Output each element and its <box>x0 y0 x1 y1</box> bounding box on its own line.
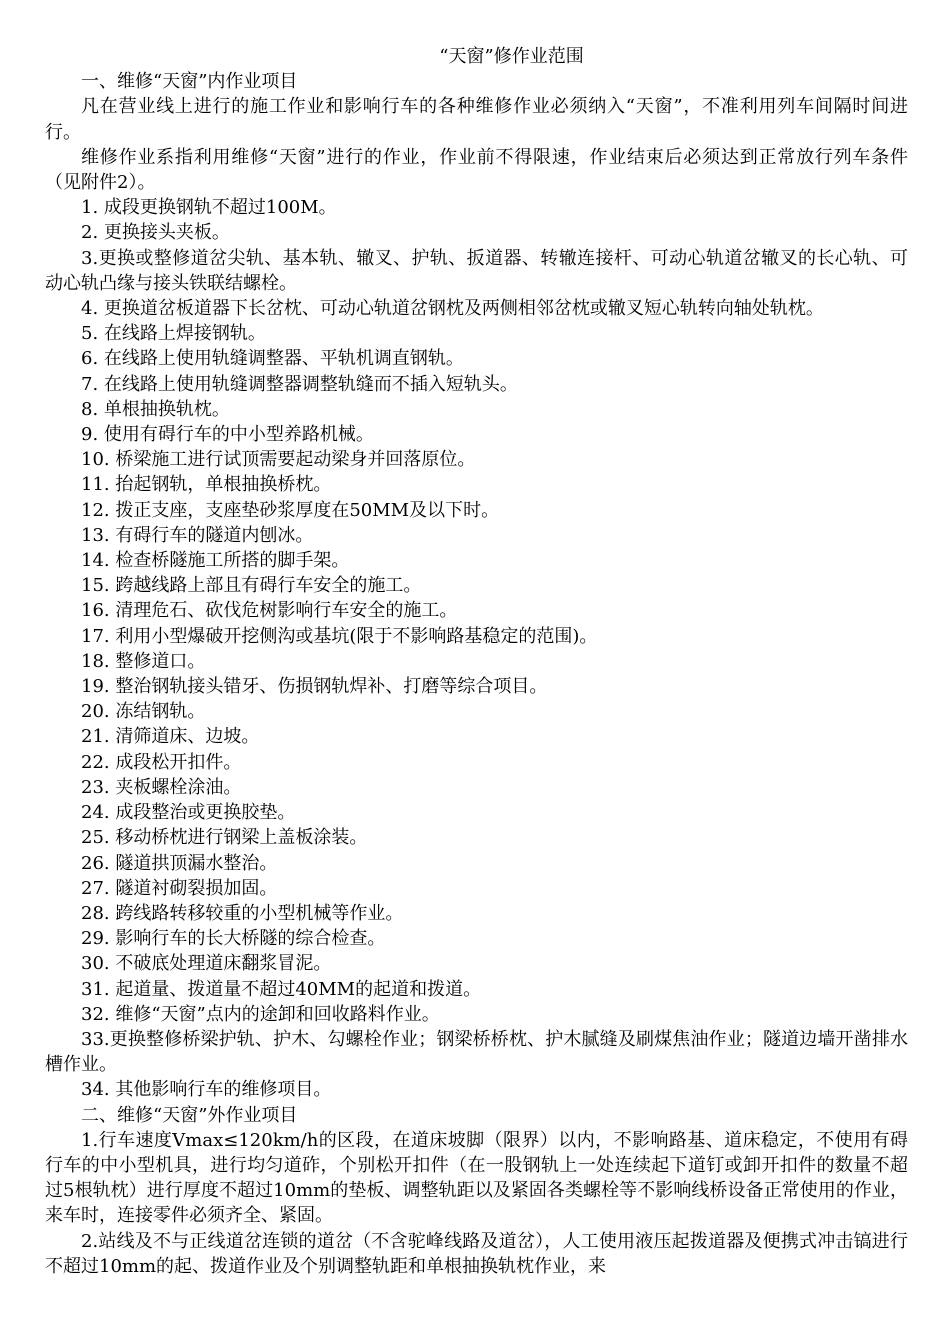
list-item: 22. 成段松开扣件。 <box>81 751 242 773</box>
list-item: 15. 跨越线路上部且有碍行车安全的施工。 <box>81 575 422 597</box>
intro-paragraph-1: 凡在营业线上进行的施工作业和影响行车的各种维修作业必须纳入“天窗”，不准利用列车间隔时间进行。 <box>45 96 908 143</box>
list-item: 18. 整修道口。 <box>81 650 206 672</box>
list-item: 27. 隧道衬砌裂损加固。 <box>81 877 278 899</box>
list-item: 4. 更换道岔板道器下长岔枕、可动心轨道岔钢枕及两侧相邻岔枕或辙叉短心轨转向轴处轨枕。 <box>81 298 824 320</box>
inside-window-item-list <box>45 195 908 1102</box>
list-item: 8. 单根抽换轨枕。 <box>81 398 230 420</box>
list-item: 2. 更换接头夹板。 <box>81 222 230 244</box>
list-item: 10. 桥梁施工进行试顶需要起动梁身并回落原位。 <box>81 449 476 471</box>
list-item: 12. 拨正支座，支座垫砂浆厚度在50MM及以下时。 <box>81 499 500 521</box>
section-heading-1: 一、维修“天窗”内作业项目 <box>81 71 298 93</box>
list-item: 14. 检查桥隧施工所搭的脚手架。 <box>81 550 350 572</box>
list-item: 26. 隧道拱顶漏水整治。 <box>81 852 278 874</box>
list-item: 16. 清理危石、砍伐危树影响行车安全的施工。 <box>81 600 458 622</box>
intro-paragraph-2: 维修作业系指利用维修“天窗”进行的作业，作业前不得限速，作业结束后必须达到正常放行列车条件（见附件2）。 <box>45 146 908 194</box>
list-item: 31. 起道量、拨道量不超过40MM的起道和拨道。 <box>81 978 482 1000</box>
list-item: 17. 利用小型爆破开挖侧沟或基坑(限于不影响路基稳定的范围)。 <box>81 625 598 647</box>
list-item: 20. 冻结钢轨。 <box>81 701 206 723</box>
outside-window-item-list <box>45 1128 908 1279</box>
list-item: 30. 不破底处理道床翻浆冒泥。 <box>81 953 332 975</box>
list-item: 21. 清筛道床、边坡。 <box>81 726 260 748</box>
document-title: “天窗”修作业范围 <box>439 46 584 67</box>
list-item: 29. 影响行车的长大桥隧的综合检查。 <box>81 928 386 950</box>
list-item: 1. 成段更换钢轨不超过100M。 <box>81 197 337 219</box>
list-item: 11. 抬起钢轨，单根抽换桥枕。 <box>81 474 332 496</box>
list-item: 1.行车速度Vmax≤120km/h的区段，在道床坡脚（限界）以内，不影响路基、道床稳定，不使用有碍行车的中小型机具，进行均匀道砟，个别松开扣件（在一股钢轨上一处连续起下道钉或卸开扣件的数量不超过5根轨枕）进行厚度不超过10mm的垫板、调整轨距以及紧固各类螺栓等不影响线桥设备正常使用的作业，来车时，连接零件必须齐全、紧固。 <box>45 1129 908 1227</box>
list-item: 13. 有碍行车的隧道内刨冰。 <box>81 524 314 546</box>
list-item: 24. 成段整治或更换胶垫。 <box>81 802 296 824</box>
list-item: 32. 维修“天窗”点内的途卸和回收路料作业。 <box>81 1003 440 1025</box>
list-item: 28. 跨线路转移较重的小型机械等作业。 <box>81 902 404 924</box>
list-item: 5. 在线路上焊接钢轨。 <box>81 323 266 345</box>
list-item: 33.更换整修桥梁护轨、护木、勾螺栓作业；钢梁桥桥枕、护木腻缝及刷煤焦油作业；隧道边墙开凿排水槽作业。 <box>45 1028 908 1076</box>
list-item: 2.站线及不与正线道岔连锁的道岔（不含驼峰线路及道岔），人工使用液压起拨道器及便携式冲击镐进行不超过10mm的起、拨道作业及个别调整轨距和单根抽换轨枕作业，来 <box>45 1230 908 1277</box>
list-item: 6. 在线路上使用轨缝调整器、平轨机调直钢轨。 <box>81 348 464 370</box>
list-item: 34. 其他影响行车的维修项目。 <box>81 1079 332 1101</box>
list-item: 25. 移动桥枕进行钢梁上盖板涂装。 <box>81 827 368 849</box>
list-item: 3.更换或整修道岔尖轨、基本轨、辙叉、护轨、扳道器、转辙连接杆、可动心轨道岔辙叉的长心轨、可动心轨凸缘与接头铁联结螺栓。 <box>45 247 908 294</box>
section-heading-2: 二、维修“天窗”外作业项目 <box>81 1104 298 1126</box>
list-item: 9. 使用有碍行车的中小型养路机械。 <box>81 424 374 446</box>
list-item: 19. 整治钢轨接头错牙、伤损钢轨焊补、打磨等综合项目。 <box>81 676 548 698</box>
list-item: 23. 夹板螺栓涂油。 <box>81 776 242 798</box>
list-item: 7. 在线路上使用轨缝调整器调整轨缝而不插入短轨头。 <box>81 373 518 395</box>
